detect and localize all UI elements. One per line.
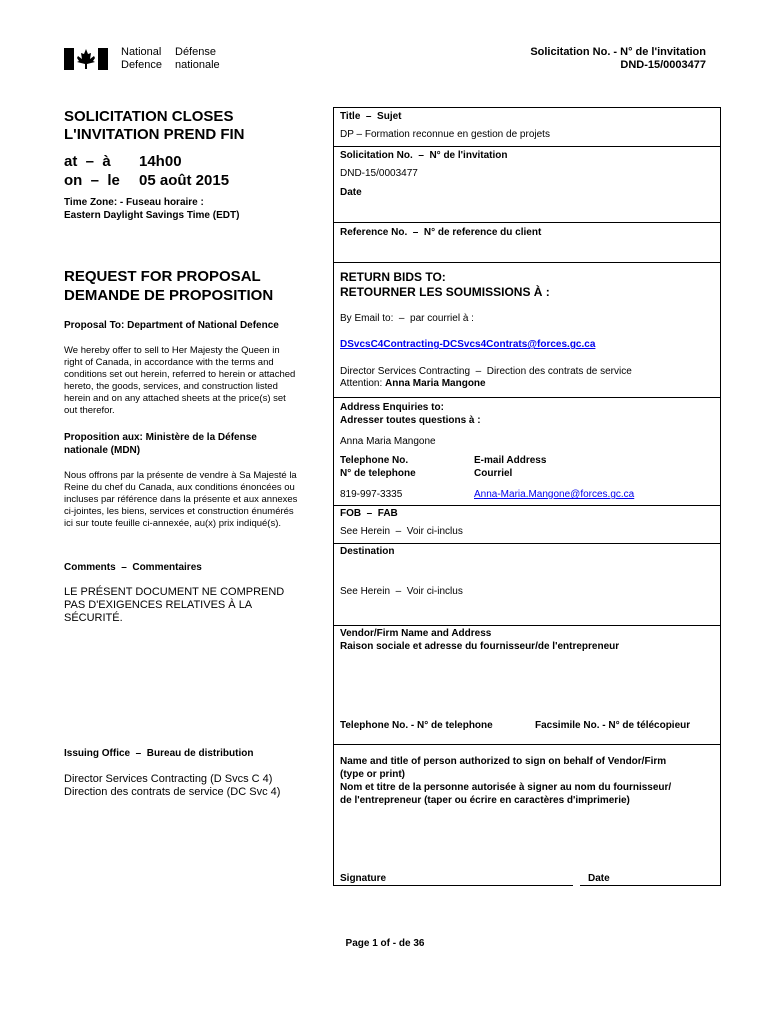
destination-value: See Herein – Voir ci-inclus [340, 586, 463, 597]
logo-text-defence: Defence [121, 59, 162, 71]
offer-line: We hereby offer to sell to Her Majesty the Queen in [64, 345, 280, 356]
contact-name: Anna Maria Mangone [340, 436, 436, 447]
email-label-fr: Courriel [474, 468, 513, 479]
tel-label-fr: N° de telephone [340, 468, 416, 479]
divider [333, 397, 721, 398]
divider [333, 885, 573, 886]
closing-at-label: at – à [64, 153, 111, 170]
destination-label: Destination [340, 546, 395, 557]
vendor-line2: Raison sociale et adresse du fournisseur/de l'entrepreneur [340, 641, 620, 652]
comments-label: Comments – Commentaires [64, 562, 202, 573]
title-label: Title – Sujet [340, 111, 402, 122]
closing-on-label: on – le [64, 172, 120, 189]
issuing-office-line2: Direction des contrats de service (DC Svc 4) [64, 786, 281, 798]
closing-title-en: SOLICITATION CLOSES [64, 108, 234, 125]
tel-label-en: Telephone No. [340, 455, 409, 466]
logo-text-nationale: nationale [175, 59, 220, 71]
vendor-line1: Vendor/Firm Name and Address [340, 628, 492, 639]
enquiries-line1: Address Enquiries to: [340, 402, 444, 413]
comments-text [64, 586, 284, 625]
offer-line: ci-jointes, les biens, services et construction énumérés [64, 506, 294, 517]
divider [580, 885, 721, 886]
offer-line: out therefor. [64, 405, 115, 416]
offer-line: conditions set out herein, referred to herein or attached [64, 369, 296, 380]
offer-line: Reine du chef du Canada, aux conditions énoncées ou [64, 482, 295, 493]
by-email-label: By Email to: – par courriel à : [340, 313, 474, 324]
offer-line: Nous offrons par la présente de vendre à Sa Majesté la [64, 470, 297, 481]
divider [333, 543, 721, 544]
divider [333, 625, 721, 626]
date-label: Date [340, 187, 362, 198]
rfp-title-fr: DEMANDE DE PROPOSITION [64, 287, 274, 304]
proposal-to: Proposal To: Department of National Defence [64, 320, 279, 331]
timezone-line1: Time Zone: - Fuseau horaire : [64, 197, 204, 208]
header-solicitation-label: Solicitation No. - N° de l'invitation [530, 46, 706, 58]
comments-line: SÉCURITÉ. [64, 612, 123, 624]
return-bids-en: RETURN BIDS TO: [340, 270, 446, 284]
name-title-line1: Name and title of person authorized to sign on behalf of Vendor/Firm [340, 756, 667, 767]
maple-leaf-flag-icon [64, 47, 108, 71]
issuing-office-line1: Director Services Contracting (D Svcs C 4) [64, 773, 273, 785]
offer-line: right of Canada, in accordance with the terms and [64, 357, 274, 368]
proposition-line1: Proposition aux: Ministère de la Défense [64, 432, 257, 443]
enquiries-line2: Adresser toutes questions à : [340, 415, 481, 426]
proposition-line2: nationale (MDN) [64, 445, 141, 456]
page-number: Page 1 of - de 36 [345, 938, 425, 949]
comments-line: LE PRÉSENT DOCUMENT NE COMPREND [64, 586, 285, 598]
offer-text-fr [64, 470, 324, 530]
fob-label: FOB – FAB [340, 508, 398, 519]
form-left-border [333, 107, 334, 886]
tel-value: 819-997-3335 [340, 489, 403, 500]
solicitation-value: DND-15/0003477 [340, 168, 418, 179]
logo-text-national: National [121, 46, 162, 58]
comments-line: PAS D'EXIGENCES RELATIVES À LA [64, 599, 253, 611]
return-bids-fr: RETOURNER LES SOUMISSIONS À : [340, 285, 550, 299]
vendor-telephone-label: Telephone No. - N° de telephone [340, 720, 493, 731]
divider [333, 262, 721, 263]
solicitation-label: Solicitation No. – N° de l'invitation [340, 150, 508, 161]
attention-name: Anna Maria Mangone [385, 378, 486, 389]
offer-line: hereto, the goods, services, and construction listed [64, 381, 278, 392]
title-value: DP – Formation reconnue en gestion de projets [340, 129, 550, 140]
divider [333, 744, 721, 745]
email-label-en: E-mail Address [474, 455, 547, 466]
date-sign-label: Date [588, 873, 610, 884]
canada-logo [64, 47, 108, 71]
header-solicitation-number: DND-15/0003477 [620, 59, 706, 71]
director-line: Director Services Contracting – Direction des contrats de service [340, 366, 632, 377]
name-title-line4: de l'entrepreneur (taper ou écrire en caractères d'imprimerie) [340, 795, 630, 806]
reference-label: Reference No. – N° de reference du client [340, 227, 542, 238]
attention-label: Attention: [340, 378, 386, 389]
rfp-title-en: REQUEST FOR PROPOSAL [64, 268, 261, 285]
fob-value: See Herein – Voir ci-inclus [340, 526, 463, 537]
issuing-office-label: Issuing Office – Bureau de distribution [64, 748, 254, 759]
timezone-line2: Eastern Daylight Savings Time (EDT) [64, 210, 240, 221]
closing-on-value: 05 août 2015 [139, 172, 230, 189]
closing-at-value: 14h00 [139, 153, 182, 170]
divider [333, 146, 721, 147]
divider [333, 107, 721, 108]
offer-line: herein and on any attached sheets at the price(s) set [64, 393, 286, 404]
vendor-facsimile-label: Facsimile No. - N° de télécopieur [535, 720, 691, 731]
divider [333, 222, 721, 223]
name-title-line3: Nom et titre de la personne autorisée à signer au nom du fournisseur/ [340, 782, 672, 793]
contact-email-link[interactable]: Anna-Maria.Mangone@forces.gc.ca [474, 489, 635, 500]
closing-title-fr: L'INVITATION PREND FIN [64, 126, 245, 143]
form-right-border [720, 107, 721, 886]
bids-email-link[interactable]: DSvcsC4Contracting-DCSvcs4Contrats@forces.gc.ca [340, 339, 596, 350]
offer-text-en [64, 345, 314, 417]
name-title-line2: (type or print) [340, 769, 405, 780]
signature-label: Signature [340, 873, 387, 884]
offer-line: ici sur toute feuille ci-annexée, au(x) prix indiqué(s). [64, 518, 282, 529]
offer-line: incluses par référence dans la présente et aux annexes [64, 494, 298, 505]
attention-line [340, 378, 486, 390]
divider [333, 505, 721, 506]
logo-text-defense: Défense [175, 46, 216, 58]
